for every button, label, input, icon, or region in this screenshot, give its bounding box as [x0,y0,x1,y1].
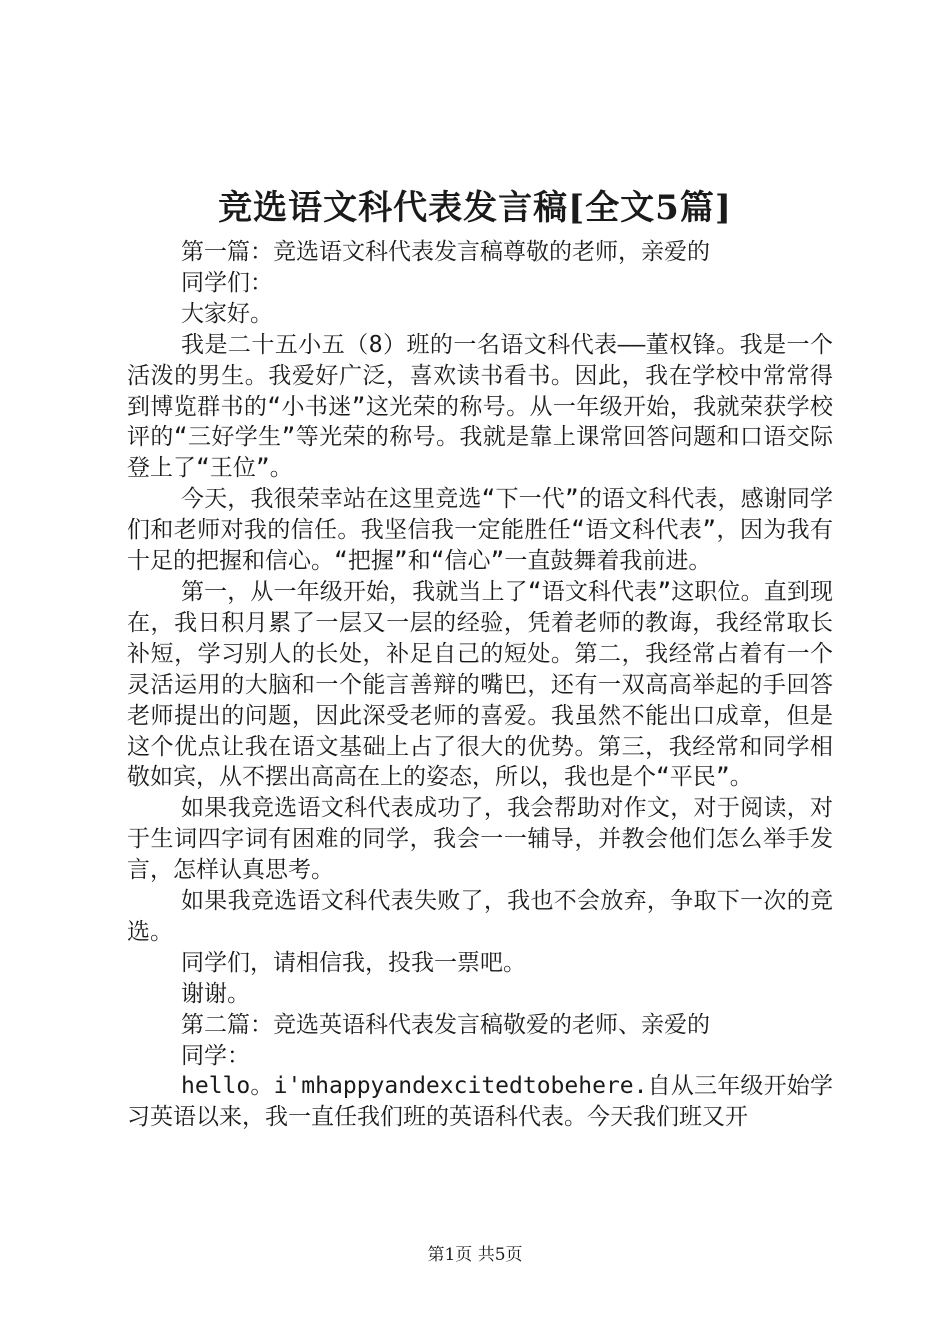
page-footer: 第1页 共5页 [427,1245,523,1265]
paragraph: hello。i'mhappyandexcitedtobehere.自从三年级开始学习英语以来，我一直任我们班的英语科代表。今天我们班又开 [127,1073,833,1131]
paragraph: 同学们，请相信我，投我一票吧。 [181,949,526,976]
paragraph: 大家好。 [181,300,273,327]
paragraph: 同学： [181,1042,250,1069]
paragraph: 我是二十五小五（8）班的一名语文科代表——董权锋。我是一个活泼的男生。我爱好广泛，喜欢读书看书。因此，我在学校中常常得到博览群书的“小书迷”这光荣的称号。从一年级开始，我就荣获学校评的“三好学生”等光荣的称号。我就是靠上课常回答问题和口语交际登上了“王位”。 [127,331,833,482]
document-body [127,237,833,1133]
paragraph: 谢谢。 [181,980,250,1007]
paragraph: 如果我竞选语文科代表失败了，我也不会放弃，争取下一次的竞选。 [127,888,833,945]
paragraph: 第一篇：竞选语文科代表发言稿尊敬的老师，亲爱的 [181,239,710,265]
paragraph: 同学们： [181,269,273,296]
document-title: 竞选语文科代表发言稿[全文5篇] [218,188,732,228]
paragraph: 第一，从一年级开始，我就当上了“语文科代表”这职位。直到现在，我日积月累了一层又一层的经验，凭着老师的教诲，我经常取长补短，学习别人的长处，补足自己的短处。第二，我经常占着有一个灵活运用的大脑和一个能言善辩的嘴巴，还有一双高高举起的手回答老师提出的问题，因此深受老师的喜爱。我虽然不能出口成章，但是这个优点让我在语文基础上占了很大的优势。第三，我经常和同学相敬如宾，从不摆出高高在上的姿态，所以，我也是个“平民”。 [127,578,833,791]
paragraph: 今天，我很荣幸站在这里竞选“下一代”的语文科代表，感谢同学们和老师对我的信任。我坚信我一定能胜任“语文科代表”，因为我有十足的把握和信心。“把握”和“信心”一直鼓舞着我前进。 [127,486,833,575]
paragraph: 第二篇：竞选英语科代表发言稿敬爱的老师、亲爱的 [181,1011,710,1038]
paragraph: 如果我竞选语文科代表成功了，我会帮助对作文，对于阅读，对于生词四字词有困难的同学，我会一一辅导，并教会他们怎么举手发言，怎样认真思考。 [127,795,833,884]
